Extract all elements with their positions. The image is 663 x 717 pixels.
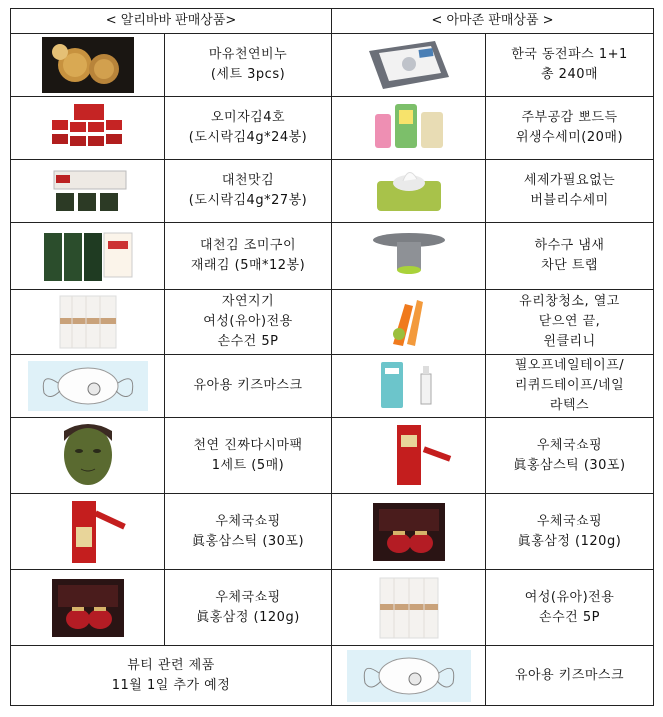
product-name: 우체국쇼핑 眞홍삼정 (120g) <box>517 513 622 549</box>
product-name: 우체국쇼핑 眞홍삼정 (120g) <box>196 589 300 625</box>
wipes-bottles-photo <box>363 100 455 156</box>
towels-photo <box>42 292 134 352</box>
product-image-cell <box>332 160 486 223</box>
product-image-cell <box>11 494 165 570</box>
product-name-cell <box>165 290 332 355</box>
ginseng-stick-box-photo <box>42 497 134 567</box>
product-name: 마유천연비누 (세트 3pcs) <box>208 47 288 82</box>
table-row <box>11 34 654 97</box>
ginseng-stick-photo <box>363 421 455 491</box>
table-row <box>11 223 654 290</box>
product-name-cell <box>486 355 654 418</box>
product-name-cell <box>165 97 332 160</box>
product-image-cell <box>332 418 486 494</box>
product-name-cell <box>486 97 654 160</box>
soap-photo <box>42 37 134 93</box>
notice-cell <box>11 646 332 706</box>
ginseng-jar-photo <box>363 497 455 567</box>
product-image-cell <box>11 290 165 355</box>
table-row <box>11 418 654 494</box>
product-image-cell <box>332 223 486 290</box>
product-name-cell <box>165 34 332 97</box>
product-name-cell <box>486 160 654 223</box>
product-image-cell <box>11 355 165 418</box>
product-comparison-table <box>10 8 654 706</box>
product-name: 우체국쇼핑 眞홍삼스틱 (30포) <box>513 437 626 473</box>
table-row <box>11 290 654 355</box>
peel-tape-photo <box>363 358 455 414</box>
product-image-cell <box>11 160 165 223</box>
product-image-cell <box>332 494 486 570</box>
product-name-cell <box>486 223 654 290</box>
product-name: 하수구 냄새 차단 트랩 <box>534 238 605 273</box>
kids-mask-photo <box>347 650 471 702</box>
seaweed-packs-photo <box>42 100 134 156</box>
product-name-cell <box>486 570 654 646</box>
product-name: 대천김 조미구이 재래김 (5매*12봉) <box>190 238 306 273</box>
product-name-cell <box>165 160 332 223</box>
alibaba-header: < 알리바바 판매상품> <box>11 9 332 34</box>
wipe-pack-photo <box>363 163 455 219</box>
product-name: 자연지기 여성(유아)전용 손수건 5P <box>203 294 293 349</box>
product-name: 필오프네일테이프/ 리퀴드테이프/네일 라텍스 <box>514 358 625 413</box>
product-name-cell <box>165 355 332 418</box>
product-image-cell <box>11 97 165 160</box>
header-row <box>11 9 654 34</box>
cleaner-tool-photo <box>363 294 455 350</box>
product-name-cell <box>486 290 654 355</box>
kids-mask-photo <box>28 361 148 411</box>
table-row <box>11 355 654 418</box>
product-image-cell <box>11 570 165 646</box>
product-image-cell <box>332 646 486 706</box>
product-name: 한국 동전파스 1+1 총 240매 <box>511 47 628 82</box>
product-image-cell <box>332 570 486 646</box>
product-name: 세제가필요없는 버블리수세미 <box>523 173 616 208</box>
product-image-cell <box>11 223 165 290</box>
product-image-cell <box>332 34 486 97</box>
product-name-cell <box>165 494 332 570</box>
product-name: 유아용 키즈마스크 <box>514 667 625 683</box>
product-image-cell <box>332 355 486 418</box>
table-row <box>11 160 654 223</box>
product-name: 대천맛김 (도시락김4g*27봉) <box>188 173 308 208</box>
table-row <box>11 646 654 706</box>
seaweed-sheets-photo <box>38 227 138 285</box>
patch-box-photo <box>363 37 455 93</box>
notice-text: 뷰티 관련 제품 11월 1일 추가 예정 <box>111 657 231 693</box>
table-row <box>11 97 654 160</box>
seaweed-box-photo <box>42 163 134 219</box>
product-name: 여성(유아)전용 손수건 5P <box>524 589 615 625</box>
product-name-cell <box>486 646 654 706</box>
product-name-cell <box>165 418 332 494</box>
product-image-cell <box>11 418 165 494</box>
product-image-cell <box>11 34 165 97</box>
product-name: 천연 진짜다시마팩 1세트 (5매) <box>193 437 303 473</box>
product-name-cell <box>486 494 654 570</box>
table-row <box>11 570 654 646</box>
product-name: 오미자김4호 (도시락김4g*24봉) <box>188 110 308 145</box>
product-name-cell <box>165 223 332 290</box>
product-name-cell <box>165 570 332 646</box>
product-image-cell <box>332 97 486 160</box>
product-name-cell <box>486 34 654 97</box>
drain-trap-photo <box>363 228 455 284</box>
table-row <box>11 494 654 570</box>
towels-photo <box>370 574 448 642</box>
product-name: 우체국쇼핑 眞홍삼스틱 (30포) <box>191 513 305 549</box>
product-name-cell <box>486 418 654 494</box>
product-image-cell <box>332 290 486 355</box>
ginseng-jar-photo <box>42 573 134 643</box>
product-name: 유아용 키즈마스크 <box>193 378 303 393</box>
product-name: 유리창청소, 열고 닫으연 끝, 윈클리니 <box>519 294 620 349</box>
amazon-header: < 아마존 판매상품 > <box>332 9 654 34</box>
product-name: 주부공감 뽀드득 위생수세미(20매) <box>515 110 624 145</box>
face-mask-photo <box>51 421 125 491</box>
